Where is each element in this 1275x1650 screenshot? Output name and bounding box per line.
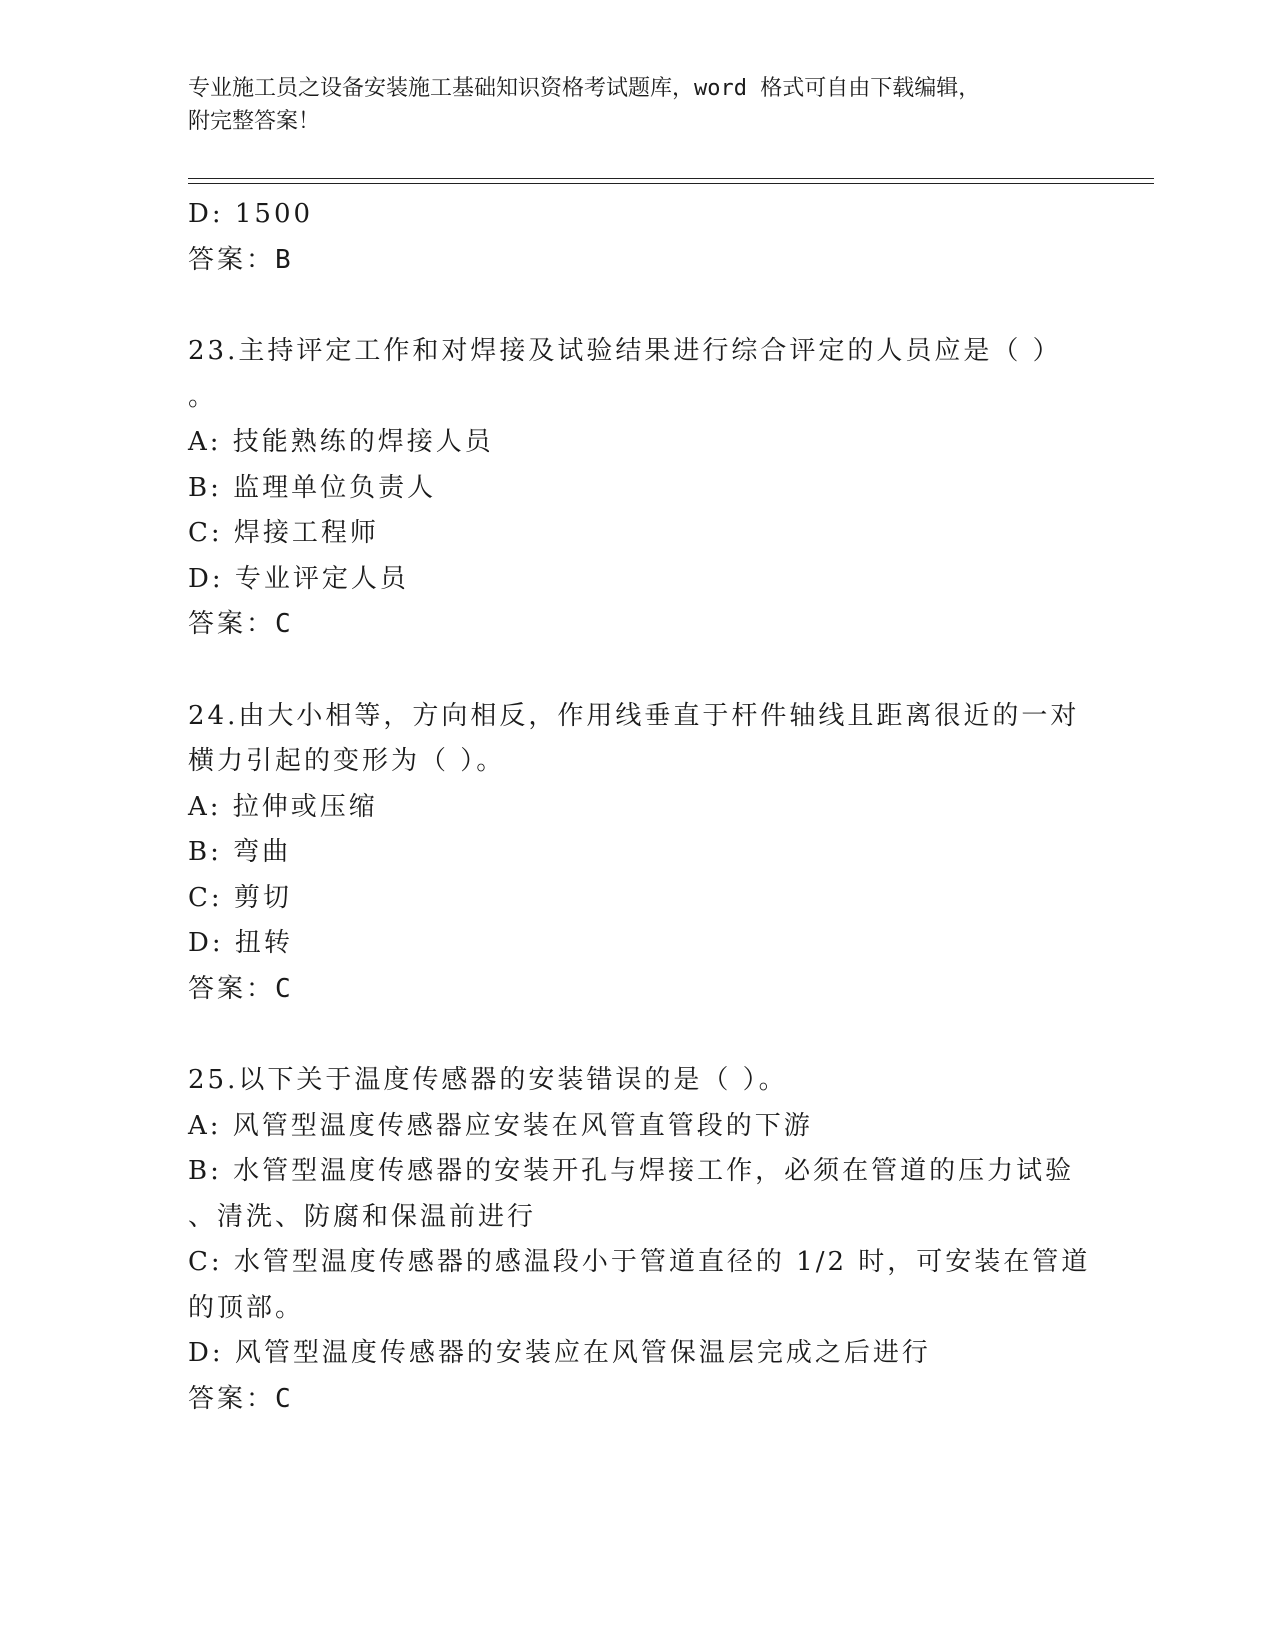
- option-c-continued: 的顶部。: [188, 1292, 305, 1323]
- answer-line: 答案：C: [188, 609, 294, 639]
- header-title-line-2: 附完整答案！: [188, 109, 321, 134]
- question-stem-continued: 横力引起的变形为（ ）。: [188, 746, 506, 776]
- spacer: [188, 283, 1108, 329]
- document-header: [188, 72, 1088, 138]
- spacer: [188, 648, 1108, 694]
- header-divider-top: [188, 178, 1154, 179]
- question-24: [188, 694, 1108, 1013]
- spacer: [188, 1012, 1108, 1058]
- option-b: B: 监理单位负责人: [188, 472, 437, 503]
- question-25: [188, 1058, 1108, 1422]
- option-d: D: 风管型温度传感器的安装应在风管保温层完成之后进行: [188, 1338, 931, 1368]
- question-stem: 23.主持评定工作和对焊接及试验结果进行综合评定的人员应是（ ）: [188, 336, 1062, 366]
- option-a: A: 技能熟练的焊接人员: [188, 427, 494, 457]
- question-stem: 24.由大小相等，方向相反，作用线垂直于杆件轴线且距离很近的一对: [188, 700, 1080, 731]
- header-divider-bottom: [188, 183, 1154, 184]
- answer-line: 答案：C: [188, 1383, 294, 1414]
- header-title-line-1: 专业施工员之设备安装施工基础知识资格考试题库，word 格式可自由下载编辑，: [188, 76, 981, 101]
- option-c: C: 剪切: [188, 882, 292, 913]
- option-d: D: 专业评定人员: [188, 563, 409, 594]
- prev-question-tail: [188, 192, 1108, 283]
- answer-line: 答案：B: [188, 244, 294, 275]
- option-d: D: 1500: [188, 199, 314, 229]
- answer-line: 答案：C: [188, 973, 294, 1004]
- option-c: C: 焊接工程师: [188, 518, 379, 548]
- question-list: [188, 192, 1108, 1422]
- option-b-continued: 、清洗、防腐和保温前进行: [188, 1201, 537, 1232]
- option-a: A: 拉伸或压缩: [188, 791, 378, 822]
- question-stem: 25.以下关于温度传感器的安装错误的是（ ）。: [188, 1065, 788, 1095]
- option-b: B: 弯曲: [188, 837, 292, 867]
- question-23: [188, 329, 1108, 648]
- option-c: C: 水管型温度传感器的感温段小于管道直径的 1/2 时，可安装在管道: [188, 1247, 1091, 1277]
- option-d: D: 扭转: [188, 928, 293, 958]
- option-b: B: 水管型温度传感器的安装开孔与焊接工作，必须在管道的压力试验: [188, 1156, 1075, 1186]
- question-stem-continued: 。: [188, 381, 218, 412]
- option-a: A: 风管型温度传感器应安装在风管直管段的下游: [188, 1110, 813, 1141]
